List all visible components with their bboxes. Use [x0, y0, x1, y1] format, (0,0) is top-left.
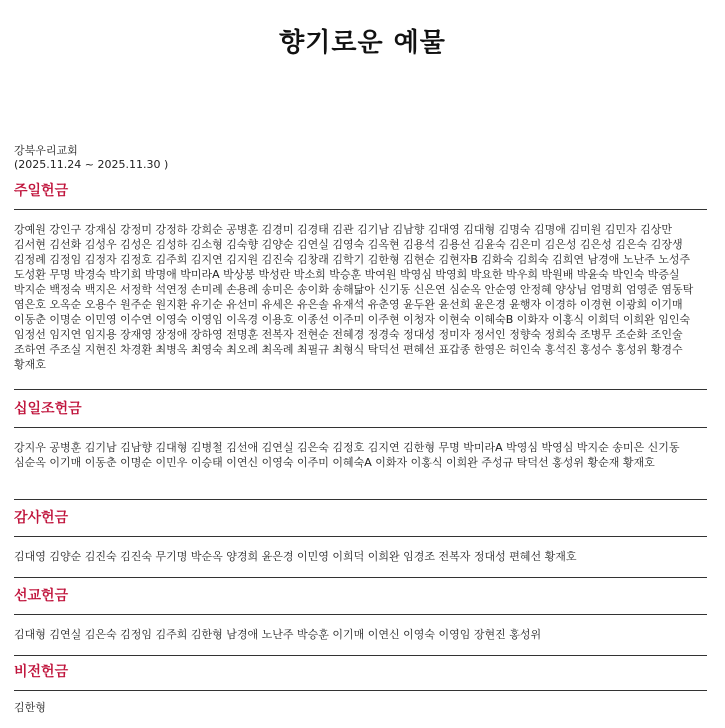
- donor-names: 김대형 김연실 김은숙 김정임 김주희 김한형 남경애 노난주 박승훈 이기매 이연신 이영숙 이영임 장현진 홍성위: [14, 628, 542, 641]
- section-rule: [14, 690, 707, 691]
- section-rule: [14, 209, 707, 210]
- section-sunday-offering: [14, 182, 707, 372]
- section-title: 감사헌금: [14, 510, 69, 526]
- section-title: 십일조헌금: [14, 401, 82, 417]
- section-rule: [14, 427, 707, 428]
- donor-names: 김한형: [14, 701, 46, 714]
- section-divider: [14, 577, 707, 578]
- church-info: [14, 144, 168, 172]
- donor-names: 강예원 강인구 강재심 강정미 강정하 강희순 공병훈 김경미 김경태 김관 김기남 김남향 김대영 김대형 김명숙 김명애 김미원 김민자 김상만 김서현 김선화 김성우 김성은 김성하 김소형 김숙향 김양순 김연실 김영숙 김옥현 김용석 김용선 김윤숙 김은미 김은성 김은성 김은숙 김장생 김정례 김정임 김정자 김정호 김주희 김지연 김지원 김진숙 김창래 김학기 김한형 김현순 김현자B 김화숙 김희숙 김희연 남경애 노난주 노성주 도성환 무명 박경숙 박기희 박명애 박미라A 박상봉 박성란 박소희 박승훈 박여원 박영심 박영희 박요한 박우희 박원배 박윤숙 박인숙 박증실 박지순 백정숙 백지은 서정학 석연정 손미례 손용례 송미은 송이화 송해닮아 신기동 신은연 심순옥 안순영 안정혜 양상님 엄명희 엄영준 염동탁 염은호 오옥순 오용수 원주순 원지환 유기순 유선미 유세은 유은솔 유재석 유춘영 윤두완 윤선희 윤은경 윤행자 이경하 이경현 이광희 이기매 이동춘 이명순 이민영 이수연 이영숙 이영임 이옥경 이용호 이종선 이주미 이주현 이청자 이현숙 이혜숙B 이화자 이홍식 이희덕 이희완 임인숙 임정선 임지연 임지용 장재영 장정애 장하영 전명훈 전복자 전현순 전혜경 정경숙 정대성 정미자 정서인 정향숙 정희숙 조병무 조순화 조인술 조하연 주조실 지현진 차경환 최병옥 최영숙 최오례 최옥례 최필규 최형식 탁덕선 편혜선 표갑종 한영은 허인숙 홍석진 홍성수 홍성위 황경수 황재호: [14, 223, 694, 371]
- section-divider: [14, 389, 707, 390]
- section-tithe-offering: [14, 400, 707, 470]
- church-name: 강북우리교회: [14, 144, 78, 157]
- offering-period: (2025.11.24 ~ 2025.11.30 ): [14, 158, 169, 171]
- section-rule: [14, 536, 707, 537]
- section-title: 주일헌금: [14, 183, 69, 199]
- section-rule: [14, 614, 707, 615]
- donor-names: 강지우 공병훈 김기남 김남향 김대형 김병철 김선애 김연실 김은숙 김정호 김지연 김한형 무명 박미라A 박영심 박영심 박지순 송미은 신기동 심순옥 이기매 이동춘 이명순 이민우 이승태 이연신 이영숙 이주미 이혜숙A 이화자 이홍식 이희완 주성규 탁덕선 홍성위 황순재 황재호: [14, 441, 680, 469]
- section-mission-offering: [14, 587, 707, 642]
- section-divider: [14, 655, 707, 656]
- donor-names: 김대영 김양순 김진숙 김진숙 무기명 박순옥 양경희 윤은경 이민영 이희덕 이희완 임경조 전복자 정대성 편혜선 황재호: [14, 550, 577, 563]
- section-title: 비전헌금: [14, 664, 69, 680]
- section-title: 선교헌금: [14, 588, 69, 604]
- section-divider: [14, 499, 707, 500]
- section-thanksgiving-offering: [14, 509, 707, 564]
- page-title: 향기로운 예물: [279, 28, 446, 58]
- section-vision-offering: [14, 663, 707, 715]
